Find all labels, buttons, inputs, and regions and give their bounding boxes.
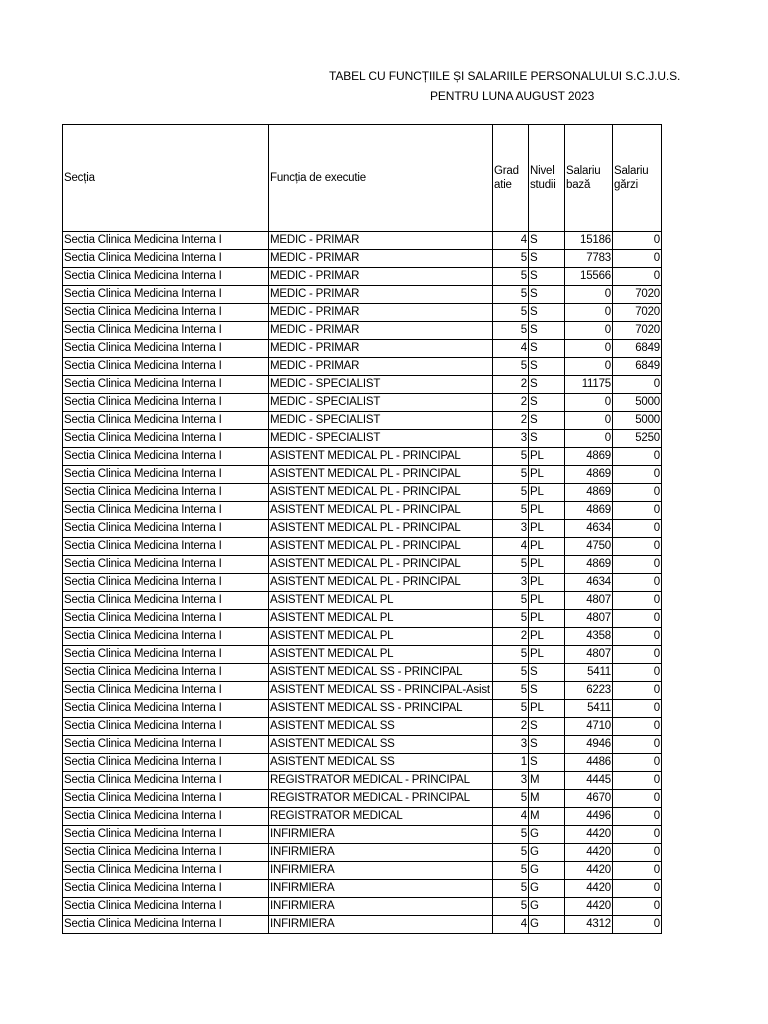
cell-sectia: Sectia Clinica Medicina Interna I	[63, 682, 269, 700]
table-row	[63, 592, 662, 610]
cell-gradatie: 5	[493, 682, 529, 700]
cell-gradatie: 3	[493, 430, 529, 448]
cell-salariu-garzi: 5000	[613, 394, 662, 412]
cell-nivel-studii: S	[529, 250, 565, 268]
cell-nivel-studii: M	[529, 790, 565, 808]
cell-salariu-garzi: 0	[613, 862, 662, 880]
cell-gradatie: 4	[493, 340, 529, 358]
cell-salariu-baza: 0	[565, 430, 613, 448]
cell-gradatie: 5	[493, 250, 529, 268]
cell-functia: ASISTENT MEDICAL PL - PRINCIPAL	[269, 484, 493, 502]
cell-sectia: Sectia Clinica Medicina Interna I	[63, 736, 269, 754]
cell-nivel-studii: S	[529, 682, 565, 700]
cell-gradatie: 5	[493, 880, 529, 898]
cell-salariu-baza: 4946	[565, 736, 613, 754]
cell-salariu-garzi: 7020	[613, 286, 662, 304]
cell-functia: ASISTENT MEDICAL PL	[269, 592, 493, 610]
cell-sectia: Sectia Clinica Medicina Interna I	[63, 394, 269, 412]
cell-sectia: Sectia Clinica Medicina Interna I	[63, 304, 269, 322]
header-salariu-baza: Salariu bază	[565, 125, 613, 232]
table-row	[63, 304, 662, 322]
cell-nivel-studii: G	[529, 916, 565, 934]
table-row	[63, 412, 662, 430]
cell-nivel-studii: PL	[529, 502, 565, 520]
cell-functia: MEDIC - PRIMAR	[269, 304, 493, 322]
table-row	[63, 520, 662, 538]
cell-sectia: Sectia Clinica Medicina Interna I	[63, 610, 269, 628]
cell-salariu-garzi: 0	[613, 754, 662, 772]
cell-salariu-garzi: 0	[613, 232, 662, 250]
cell-nivel-studii: S	[529, 358, 565, 376]
cell-salariu-baza: 0	[565, 358, 613, 376]
cell-salariu-garzi: 0	[613, 772, 662, 790]
table-row	[63, 268, 662, 286]
cell-nivel-studii: PL	[529, 556, 565, 574]
cell-salariu-baza: 15186	[565, 232, 613, 250]
cell-functia: MEDIC - SPECIALIST	[269, 412, 493, 430]
cell-functia: ASISTENT MEDICAL PL - PRINCIPAL	[269, 556, 493, 574]
cell-sectia: Sectia Clinica Medicina Interna I	[63, 718, 269, 736]
cell-salariu-garzi: 0	[613, 880, 662, 898]
cell-functia: MEDIC - PRIMAR	[269, 358, 493, 376]
cell-salariu-baza: 4750	[565, 538, 613, 556]
cell-sectia: Sectia Clinica Medicina Interna I	[63, 232, 269, 250]
cell-sectia: Sectia Clinica Medicina Interna I	[63, 358, 269, 376]
table-row	[63, 664, 662, 682]
cell-salariu-baza: 4486	[565, 754, 613, 772]
cell-gradatie: 5	[493, 700, 529, 718]
cell-salariu-baza: 4420	[565, 844, 613, 862]
cell-nivel-studii: M	[529, 808, 565, 826]
cell-functia: ASISTENT MEDICAL PL - PRINCIPAL	[269, 574, 493, 592]
cell-sectia: Sectia Clinica Medicina Interna I	[63, 808, 269, 826]
cell-gradatie: 5	[493, 610, 529, 628]
cell-sectia: Sectia Clinica Medicina Interna I	[63, 592, 269, 610]
cell-nivel-studii: G	[529, 898, 565, 916]
cell-salariu-garzi: 0	[613, 574, 662, 592]
table-row	[63, 340, 662, 358]
table-row	[63, 880, 662, 898]
table-row	[63, 646, 662, 664]
cell-salariu-baza: 4869	[565, 484, 613, 502]
cell-functia: ASISTENT MEDICAL PL	[269, 610, 493, 628]
cell-nivel-studii: S	[529, 664, 565, 682]
cell-salariu-garzi: 0	[613, 898, 662, 916]
cell-gradatie: 5	[493, 556, 529, 574]
cell-nivel-studii: G	[529, 826, 565, 844]
cell-gradatie: 2	[493, 376, 529, 394]
cell-salariu-baza: 4312	[565, 916, 613, 934]
cell-salariu-baza: 6223	[565, 682, 613, 700]
cell-salariu-garzi: 0	[613, 808, 662, 826]
cell-salariu-baza: 0	[565, 286, 613, 304]
table-row	[63, 628, 662, 646]
cell-nivel-studii: S	[529, 376, 565, 394]
cell-sectia: Sectia Clinica Medicina Interna I	[63, 772, 269, 790]
cell-salariu-baza: 0	[565, 322, 613, 340]
table-row	[63, 754, 662, 772]
cell-gradatie: 4	[493, 232, 529, 250]
cell-salariu-garzi: 6849	[613, 358, 662, 376]
table-row	[63, 682, 662, 700]
cell-sectia: Sectia Clinica Medicina Interna I	[63, 412, 269, 430]
cell-sectia: Sectia Clinica Medicina Interna I	[63, 556, 269, 574]
table-row	[63, 862, 662, 880]
cell-functia: MEDIC - PRIMAR	[269, 250, 493, 268]
table-row	[63, 718, 662, 736]
cell-sectia: Sectia Clinica Medicina Interna I	[63, 484, 269, 502]
cell-nivel-studii: S	[529, 394, 565, 412]
cell-gradatie: 5	[493, 358, 529, 376]
cell-gradatie: 5	[493, 790, 529, 808]
cell-gradatie: 2	[493, 394, 529, 412]
cell-functia: MEDIC - SPECIALIST	[269, 376, 493, 394]
cell-salariu-garzi: 0	[613, 250, 662, 268]
cell-salariu-baza: 15566	[565, 268, 613, 286]
cell-sectia: Sectia Clinica Medicina Interna I	[63, 628, 269, 646]
cell-salariu-garzi: 0	[613, 268, 662, 286]
cell-sectia: Sectia Clinica Medicina Interna I	[63, 376, 269, 394]
cell-functia: ASISTENT MEDICAL PL	[269, 628, 493, 646]
cell-functia: MEDIC - PRIMAR	[269, 232, 493, 250]
cell-salariu-baza: 4634	[565, 520, 613, 538]
table-row	[63, 394, 662, 412]
table-row	[63, 430, 662, 448]
cell-sectia: Sectia Clinica Medicina Interna I	[63, 916, 269, 934]
cell-functia: MEDIC - SPECIALIST	[269, 394, 493, 412]
table-row	[63, 610, 662, 628]
cell-salariu-baza: 7783	[565, 250, 613, 268]
cell-nivel-studii: PL	[529, 484, 565, 502]
table-row	[63, 376, 662, 394]
table-row	[63, 916, 662, 934]
cell-sectia: Sectia Clinica Medicina Interna I	[63, 844, 269, 862]
cell-salariu-baza: 4807	[565, 646, 613, 664]
cell-nivel-studii: PL	[529, 610, 565, 628]
cell-nivel-studii: S	[529, 304, 565, 322]
cell-gradatie: 3	[493, 520, 529, 538]
cell-nivel-studii: G	[529, 844, 565, 862]
cell-salariu-garzi: 6849	[613, 340, 662, 358]
cell-sectia: Sectia Clinica Medicina Interna I	[63, 862, 269, 880]
cell-salariu-garzi: 0	[613, 448, 662, 466]
table-row	[63, 844, 662, 862]
cell-salariu-garzi: 0	[613, 736, 662, 754]
cell-nivel-studii: PL	[529, 538, 565, 556]
table-row	[63, 556, 662, 574]
cell-functia: INFIRMIERA	[269, 880, 493, 898]
cell-functia: INFIRMIERA	[269, 826, 493, 844]
cell-nivel-studii: PL	[529, 592, 565, 610]
cell-salariu-garzi: 0	[613, 556, 662, 574]
cell-salariu-baza: 0	[565, 394, 613, 412]
cell-sectia: Sectia Clinica Medicina Interna I	[63, 250, 269, 268]
cell-gradatie: 5	[493, 646, 529, 664]
cell-nivel-studii: S	[529, 754, 565, 772]
cell-salariu-garzi: 0	[613, 718, 662, 736]
cell-gradatie: 3	[493, 736, 529, 754]
cell-functia: MEDIC - SPECIALIST	[269, 430, 493, 448]
cell-functia: ASISTENT MEDICAL SS	[269, 754, 493, 772]
cell-salariu-garzi: 0	[613, 520, 662, 538]
cell-nivel-studii: S	[529, 412, 565, 430]
table-row	[63, 538, 662, 556]
cell-functia: ASISTENT MEDICAL PL - PRINCIPAL	[269, 502, 493, 520]
cell-gradatie: 5	[493, 502, 529, 520]
cell-salariu-baza: 11175	[565, 376, 613, 394]
cell-sectia: Sectia Clinica Medicina Interna I	[63, 790, 269, 808]
cell-nivel-studii: PL	[529, 628, 565, 646]
cell-nivel-studii: PL	[529, 574, 565, 592]
cell-sectia: Sectia Clinica Medicina Interna I	[63, 466, 269, 484]
cell-functia: ASISTENT MEDICAL SS - PRINCIPAL-Asist	[269, 682, 493, 700]
cell-functia: ASISTENT MEDICAL PL - PRINCIPAL	[269, 520, 493, 538]
cell-salariu-garzi: 0	[613, 790, 662, 808]
cell-functia: ASISTENT MEDICAL SS	[269, 736, 493, 754]
cell-gradatie: 2	[493, 718, 529, 736]
cell-salariu-baza: 0	[565, 412, 613, 430]
cell-functia: ASISTENT MEDICAL PL	[269, 646, 493, 664]
table-row	[63, 898, 662, 916]
cell-gradatie: 5	[493, 286, 529, 304]
table-row	[63, 502, 662, 520]
cell-gradatie: 5	[493, 664, 529, 682]
title-line-2: PENTRU LUNA AUGUST 2023	[430, 89, 595, 103]
cell-gradatie: 5	[493, 862, 529, 880]
cell-salariu-baza: 4420	[565, 880, 613, 898]
cell-sectia: Sectia Clinica Medicina Interna I	[63, 700, 269, 718]
cell-functia: REGISTRATOR MEDICAL - PRINCIPAL	[269, 772, 493, 790]
cell-salariu-baza: 0	[565, 340, 613, 358]
cell-sectia: Sectia Clinica Medicina Interna I	[63, 340, 269, 358]
cell-gradatie: 5	[493, 268, 529, 286]
cell-functia: REGISTRATOR MEDICAL - PRINCIPAL	[269, 790, 493, 808]
cell-salariu-garzi: 0	[613, 538, 662, 556]
cell-salariu-baza: 4869	[565, 502, 613, 520]
cell-nivel-studii: S	[529, 430, 565, 448]
cell-salariu-garzi: 0	[613, 466, 662, 484]
cell-gradatie: 5	[493, 466, 529, 484]
table-body	[63, 232, 662, 934]
cell-gradatie: 5	[493, 826, 529, 844]
cell-salariu-garzi: 0	[613, 376, 662, 394]
cell-salariu-baza: 4358	[565, 628, 613, 646]
cell-nivel-studii: S	[529, 322, 565, 340]
cell-nivel-studii: PL	[529, 448, 565, 466]
cell-functia: ASISTENT MEDICAL SS - PRINCIPAL	[269, 700, 493, 718]
cell-nivel-studii: S	[529, 718, 565, 736]
cell-salariu-baza: 4710	[565, 718, 613, 736]
salary-table	[62, 124, 662, 934]
cell-salariu-garzi: 0	[613, 502, 662, 520]
cell-gradatie: 5	[493, 844, 529, 862]
cell-nivel-studii: M	[529, 772, 565, 790]
cell-nivel-studii: S	[529, 340, 565, 358]
cell-salariu-baza: 4869	[565, 466, 613, 484]
cell-nivel-studii: PL	[529, 700, 565, 718]
cell-functia: INFIRMIERA	[269, 898, 493, 916]
cell-sectia: Sectia Clinica Medicina Interna I	[63, 502, 269, 520]
table-row	[63, 772, 662, 790]
cell-gradatie: 3	[493, 574, 529, 592]
cell-functia: ASISTENT MEDICAL PL - PRINCIPAL	[269, 466, 493, 484]
cell-salariu-garzi: 5250	[613, 430, 662, 448]
cell-salariu-garzi: 0	[613, 916, 662, 934]
cell-sectia: Sectia Clinica Medicina Interna I	[63, 538, 269, 556]
table-row	[63, 826, 662, 844]
cell-gradatie: 2	[493, 412, 529, 430]
cell-salariu-garzi: 7020	[613, 322, 662, 340]
cell-functia: MEDIC - PRIMAR	[269, 286, 493, 304]
cell-salariu-garzi: 0	[613, 646, 662, 664]
cell-gradatie: 4	[493, 916, 529, 934]
table-row	[63, 322, 662, 340]
cell-sectia: Sectia Clinica Medicina Interna I	[63, 322, 269, 340]
cell-sectia: Sectia Clinica Medicina Interna I	[63, 448, 269, 466]
cell-gradatie: 5	[493, 898, 529, 916]
cell-functia: MEDIC - PRIMAR	[269, 268, 493, 286]
cell-salariu-garzi: 0	[613, 628, 662, 646]
cell-salariu-baza: 4869	[565, 556, 613, 574]
cell-salariu-garzi: 0	[613, 844, 662, 862]
cell-salariu-garzi: 0	[613, 700, 662, 718]
cell-functia: ASISTENT MEDICAL SS	[269, 718, 493, 736]
cell-salariu-baza: 4445	[565, 772, 613, 790]
cell-gradatie: 5	[493, 592, 529, 610]
cell-gradatie: 2	[493, 628, 529, 646]
cell-nivel-studii: S	[529, 736, 565, 754]
cell-functia: ASISTENT MEDICAL PL - PRINCIPAL	[269, 538, 493, 556]
table-row	[63, 790, 662, 808]
cell-salariu-garzi: 0	[613, 610, 662, 628]
table-row	[63, 466, 662, 484]
cell-salariu-baza: 4496	[565, 808, 613, 826]
cell-functia: INFIRMIERA	[269, 916, 493, 934]
cell-salariu-garzi: 0	[613, 592, 662, 610]
cell-gradatie: 5	[493, 304, 529, 322]
cell-salariu-baza: 4807	[565, 610, 613, 628]
table-row	[63, 232, 662, 250]
cell-sectia: Sectia Clinica Medicina Interna I	[63, 826, 269, 844]
cell-nivel-studii: G	[529, 862, 565, 880]
cell-salariu-baza: 4420	[565, 898, 613, 916]
cell-gradatie: 4	[493, 538, 529, 556]
cell-functia: MEDIC - PRIMAR	[269, 322, 493, 340]
cell-functia: INFIRMIERA	[269, 844, 493, 862]
cell-salariu-baza: 4420	[565, 826, 613, 844]
cell-salariu-baza: 4807	[565, 592, 613, 610]
cell-sectia: Sectia Clinica Medicina Interna I	[63, 268, 269, 286]
cell-nivel-studii: PL	[529, 466, 565, 484]
cell-sectia: Sectia Clinica Medicina Interna I	[63, 286, 269, 304]
cell-functia: ASISTENT MEDICAL SS - PRINCIPAL	[269, 664, 493, 682]
cell-nivel-studii: PL	[529, 520, 565, 538]
cell-salariu-garzi: 0	[613, 484, 662, 502]
cell-nivel-studii: S	[529, 268, 565, 286]
table-row	[63, 358, 662, 376]
cell-gradatie: 5	[493, 322, 529, 340]
header-nivel-studii: Nivel studii	[529, 125, 565, 232]
cell-gradatie: 5	[493, 484, 529, 502]
cell-sectia: Sectia Clinica Medicina Interna I	[63, 880, 269, 898]
table-header-row	[63, 125, 662, 232]
cell-salariu-baza: 5411	[565, 700, 613, 718]
cell-salariu-garzi: 0	[613, 664, 662, 682]
cell-gradatie: 1	[493, 754, 529, 772]
table-row	[63, 808, 662, 826]
cell-salariu-garzi: 7020	[613, 304, 662, 322]
cell-salariu-baza: 4634	[565, 574, 613, 592]
cell-salariu-garzi: 0	[613, 682, 662, 700]
table-row	[63, 574, 662, 592]
cell-gradatie: 3	[493, 772, 529, 790]
table-row	[63, 286, 662, 304]
header-functia: Funcția de executie	[269, 125, 493, 232]
cell-salariu-baza: 4670	[565, 790, 613, 808]
cell-sectia: Sectia Clinica Medicina Interna I	[63, 430, 269, 448]
table-row	[63, 250, 662, 268]
header-sectia: Secția	[63, 125, 269, 232]
table-row	[63, 484, 662, 502]
cell-gradatie: 4	[493, 808, 529, 826]
cell-nivel-studii: S	[529, 286, 565, 304]
cell-functia: REGISTRATOR MEDICAL	[269, 808, 493, 826]
cell-salariu-baza: 5411	[565, 664, 613, 682]
cell-sectia: Sectia Clinica Medicina Interna I	[63, 574, 269, 592]
cell-salariu-baza: 0	[565, 304, 613, 322]
cell-salariu-baza: 4869	[565, 448, 613, 466]
cell-functia: INFIRMIERA	[269, 862, 493, 880]
cell-sectia: Sectia Clinica Medicina Interna I	[63, 646, 269, 664]
cell-nivel-studii: S	[529, 232, 565, 250]
cell-sectia: Sectia Clinica Medicina Interna I	[63, 898, 269, 916]
cell-salariu-garzi: 5000	[613, 412, 662, 430]
header-salariu-garzi: Salariu gărzi	[613, 125, 662, 232]
cell-sectia: Sectia Clinica Medicina Interna I	[63, 754, 269, 772]
cell-functia: MEDIC - PRIMAR	[269, 340, 493, 358]
cell-nivel-studii: G	[529, 880, 565, 898]
cell-salariu-garzi: 0	[613, 826, 662, 844]
table-row	[63, 700, 662, 718]
title-line-1: TABEL CU FUNCȚIILE ȘI SALARIILE PERSONALULUI S.C.J.U.S.	[329, 69, 681, 83]
table-row	[63, 448, 662, 466]
cell-nivel-studii: PL	[529, 646, 565, 664]
cell-salariu-baza: 4420	[565, 862, 613, 880]
cell-functia: ASISTENT MEDICAL PL - PRINCIPAL	[269, 448, 493, 466]
cell-gradatie: 5	[493, 448, 529, 466]
table-row	[63, 736, 662, 754]
cell-sectia: Sectia Clinica Medicina Interna I	[63, 520, 269, 538]
header-gradatie: Grad atie	[493, 125, 529, 232]
cell-sectia: Sectia Clinica Medicina Interna I	[63, 664, 269, 682]
